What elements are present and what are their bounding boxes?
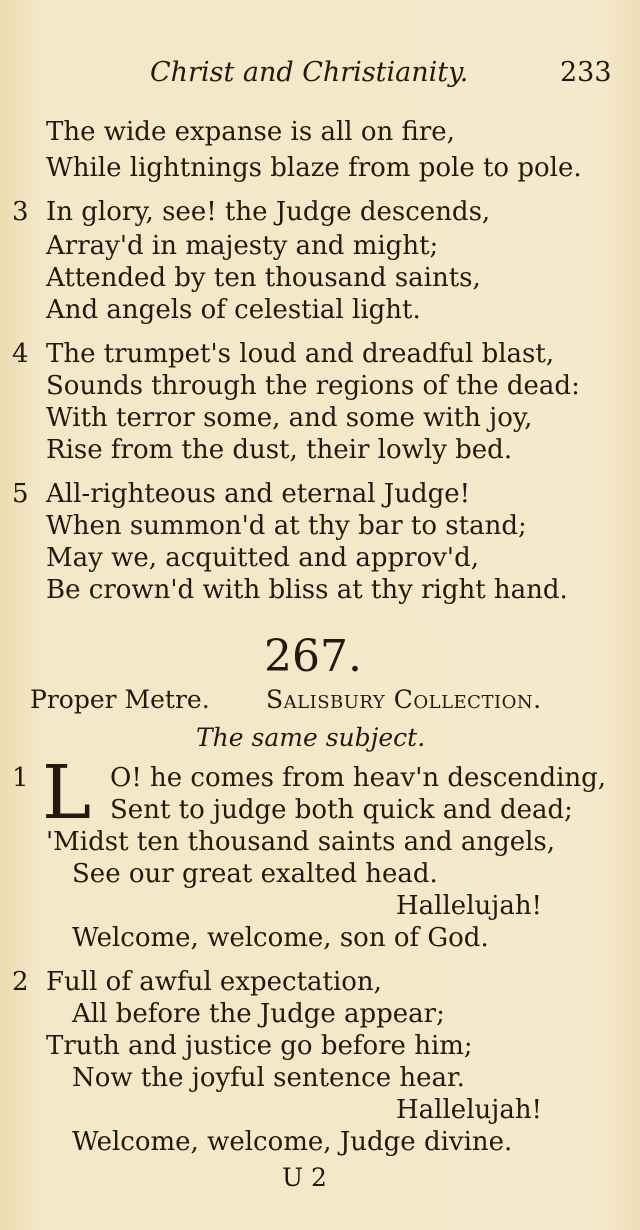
stanza-number: 4 bbox=[12, 339, 29, 369]
verse-line: All-righteous and eternal Judge! bbox=[46, 479, 471, 509]
verse-line: Truth and justice go before him; bbox=[46, 1031, 473, 1061]
hymn-collection: Salisbury Collection. bbox=[266, 685, 542, 714]
verse-line: While lightnings blaze from pole to pole. bbox=[46, 153, 582, 183]
running-head: Christ and Christianity. bbox=[150, 57, 469, 88]
verse-line: 'Midst ten thousand saints and angels, bbox=[46, 827, 556, 857]
hymn-meter: Proper Metre. bbox=[30, 685, 210, 714]
verse-line: In glory, see! the Judge descends, bbox=[46, 197, 491, 227]
verse-line: All before the Judge appear; bbox=[72, 999, 445, 1029]
verse-line: May we, acquitted and approv'd, bbox=[46, 543, 479, 573]
refrain: Hallelujah! bbox=[396, 1095, 543, 1125]
signature-mark: U 2 bbox=[282, 1163, 327, 1192]
stanza-number: 3 bbox=[12, 197, 29, 227]
verse-line: Attended by ten thousand saints, bbox=[46, 263, 481, 293]
hymn-number: 267. bbox=[264, 631, 362, 682]
verse-line: With terror some, and some with joy, bbox=[46, 403, 533, 433]
verse-line: Welcome, welcome, Judge divine. bbox=[72, 1127, 513, 1157]
verse-line: Welcome, welcome, son of God. bbox=[72, 923, 489, 953]
verse-line: Sent to judge both quick and dead; bbox=[110, 795, 573, 825]
drop-cap: L bbox=[42, 750, 92, 836]
stanza-number: 1 bbox=[12, 763, 29, 793]
verse-line: When summon'd at thy bar to stand; bbox=[46, 511, 527, 541]
verse-line: The wide expanse is all on fire, bbox=[46, 117, 455, 147]
stanza-number: 5 bbox=[12, 479, 29, 509]
verse-line: Array'd in majesty and might; bbox=[46, 231, 439, 261]
verse-line: The trumpet's loud and dreadful blast, bbox=[46, 339, 555, 369]
verse-line: Full of awful expectation, bbox=[46, 967, 382, 997]
stanza-number: 2 bbox=[12, 967, 29, 997]
verse-line: Rise from the dust, their lowly bed. bbox=[46, 435, 513, 465]
hymn-subject: The same subject. bbox=[196, 723, 426, 752]
verse-line: Sounds through the regions of the dead: bbox=[46, 371, 580, 401]
verse-line: And angels of celestial light. bbox=[46, 295, 421, 325]
refrain: Hallelujah! bbox=[396, 891, 543, 921]
verse-line: Now the joyful sentence hear. bbox=[72, 1063, 465, 1093]
page-number: 233 bbox=[560, 57, 612, 88]
verse-line: See our great exalted head. bbox=[72, 859, 438, 889]
verse-line: Be crown'd with bliss at thy right hand. bbox=[46, 575, 568, 605]
verse-line: O! he comes from heav'n descending, bbox=[110, 763, 607, 793]
